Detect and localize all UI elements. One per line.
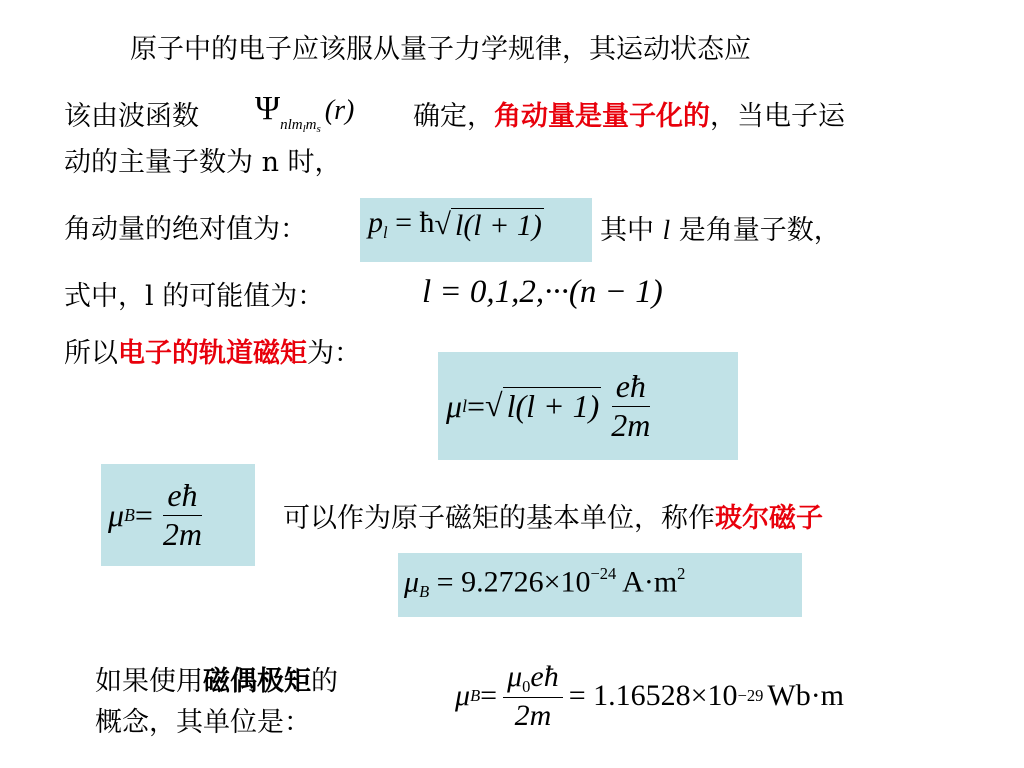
text-line-4: 角动量的绝对值为：: [64, 214, 307, 245]
mu0-symbol: μ: [507, 659, 523, 693]
psi-symbol: Ψ: [255, 90, 281, 127]
text-line-2b: [413, 100, 845, 134]
line6-post: 为：: [307, 338, 361, 369]
line6-red-highlight: 电子的轨道磁矩: [118, 338, 307, 369]
muB-value-symbol: μ: [404, 565, 420, 599]
p-subscript: l: [383, 222, 388, 242]
muB-value-subscript: B: [419, 582, 430, 602]
bohr-def-formula: [108, 470, 212, 560]
bohr-text: [283, 502, 823, 536]
muB-value-exponent: −24: [590, 564, 617, 583]
muB-equals: =: [134, 496, 153, 533]
text-line-4b: [600, 213, 841, 248]
radical-sign: √: [434, 207, 451, 241]
angular-momentum-formula: [368, 206, 544, 243]
text-line-6: [64, 337, 361, 371]
psi-sub-s: s: [316, 123, 321, 135]
muB-wb-subscript: B: [470, 686, 481, 705]
mu-subscript: l: [462, 395, 467, 416]
mu-equals: =: [466, 387, 485, 424]
mu-numerator: eħ: [612, 370, 650, 407]
sqrt-expression: [435, 208, 544, 243]
muB-subscript: B: [124, 504, 135, 525]
line2-mid: 确定，: [413, 101, 494, 132]
l-values-formula: l = 0,1,2,···(n − 1): [422, 274, 663, 310]
mu0-subscript: 0: [522, 676, 531, 696]
muB-numerator: eħ: [163, 479, 201, 516]
mu-sqrt: [485, 387, 601, 425]
dipole-text-line-2: 概念，其单位是：: [95, 707, 311, 738]
line2-pre: 该由波函数: [64, 101, 199, 132]
line4-post-a: 其中: [600, 215, 663, 246]
bohr-text-pre: 可以作为原子磁矩的基本单位，称作: [283, 503, 715, 534]
p-symbol: p: [368, 206, 383, 239]
text-line-5: 式中，l 的可能值为：: [64, 281, 325, 312]
line2-red-highlight: 角动量是量子化的: [494, 101, 710, 132]
mu0-rest: eħ: [530, 659, 559, 693]
muB-value-unit: A·m: [616, 565, 678, 599]
text-line-1: 原子中的电子应该服从量子力学规律，其运动状态应: [130, 34, 751, 65]
muB-denominator: 2m: [162, 515, 202, 552]
psi-sub-l: l: [302, 123, 306, 135]
muB-wb-numerator: [503, 661, 563, 698]
muB-wb-symbol: μ: [455, 679, 471, 712]
muB-value-rhs: = 9.2726×10: [429, 565, 591, 599]
muB-fraction: [159, 476, 206, 552]
muB-wb-rhs: = 1.16528×10: [568, 679, 738, 712]
radicand: l(l + 1): [451, 208, 544, 243]
muB-wb-equals: =: [480, 679, 498, 712]
text-line-3: 动的主量子数为 n 时，: [64, 147, 342, 178]
dipole-post: 的: [311, 666, 338, 697]
line2-post: ，当电子运: [710, 101, 845, 132]
muB-wb-exponent: −29: [737, 686, 764, 705]
orbital-moment-formula: [446, 362, 660, 450]
line6-pre: 所以: [64, 338, 118, 369]
muB-symbol: μ: [108, 496, 125, 533]
bohr-value-formula: [404, 564, 685, 602]
bohr-magneton-label: 玻尔磁子: [715, 503, 823, 534]
mu-denominator: 2m: [611, 406, 651, 443]
bohr-wb-formula: [455, 648, 844, 744]
text-line-2: [64, 100, 199, 134]
eq-hbar: = ħ: [387, 206, 435, 239]
dipole-pre: 如果使用: [95, 666, 203, 697]
mu-fraction: [607, 367, 654, 443]
dipole-text-line-1: [95, 665, 338, 699]
psi-sub-m: m: [305, 117, 317, 133]
muB-wb-denominator: 2m: [514, 698, 552, 732]
muB-wb-fraction: [503, 661, 563, 732]
psi-wavefunction: [255, 90, 354, 135]
radical-sign: √: [485, 387, 503, 423]
dipole-bold: 磁偶极矩: [203, 666, 311, 697]
line4-post-b: 是角量子数，: [670, 215, 841, 246]
psi-argument: (r): [324, 95, 355, 126]
mu-radicand: l(l + 1): [503, 387, 602, 425]
muB-value-unit-exponent: 2: [677, 564, 686, 583]
line4-post-l: l: [662, 215, 671, 245]
psi-subscript: [280, 117, 321, 133]
muB-wb-unit: Wb·m: [767, 679, 845, 712]
psi-sub-nlm: nlm: [280, 117, 303, 133]
mu-symbol: μ: [446, 387, 463, 424]
